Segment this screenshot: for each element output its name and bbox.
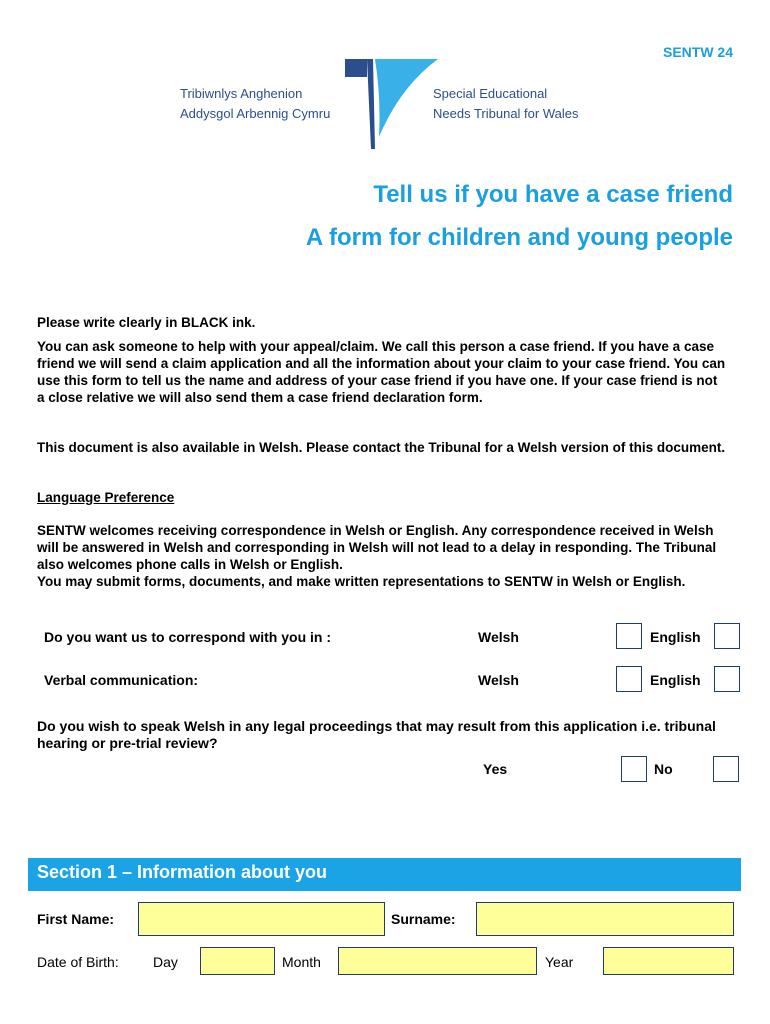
dob-label: Date of Birth: [37, 954, 119, 970]
surname-label: Surname: [391, 911, 456, 927]
legal-no-label: No [654, 761, 673, 777]
section-1-title: Section 1 – Information about you [37, 862, 328, 882]
logo-welsh-line2: Addysgol Arbennig Cymru [180, 106, 331, 121]
form-code: SENTW 24 [662, 44, 733, 60]
surname-field[interactable] [476, 902, 734, 936]
verbal-question: Verbal communication: [44, 672, 199, 688]
dob-day-field[interactable] [200, 947, 275, 975]
correspond-welsh-label: Welsh [478, 629, 519, 645]
welsh-version-note: This document is also available in Welsh. Please contact the Tribunal for a Welsh version of this document. [37, 440, 726, 455]
logo-welsh-line1: Tribiwnlys Anghenion [180, 86, 303, 101]
logo-english-line1: Special Educational [433, 86, 548, 101]
dob-month-field[interactable] [338, 947, 537, 975]
dob-year-label: Year [545, 954, 574, 970]
logo-english-text [433, 84, 578, 124]
intro-paragraph: You can ask someone to help with your appeal/claim. We call this person a case friend. If you have a case friend we will send a claim application and all the information about your claim to your case friend. You can use this form to tell us the name and address of your case friend if you have one. If your case friend is not a close relative we will also send them a case friend declaration form. [37, 339, 726, 405]
verbal-english-checkbox[interactable] [714, 666, 740, 692]
verbal-welsh-label: Welsh [478, 672, 519, 688]
language-preference-heading: Language Preference [37, 490, 175, 505]
form-subtitle: A form for children and young people [305, 224, 733, 251]
correspond-english-label: English [650, 629, 701, 645]
ink-note: Please write clearly in BLACK ink. [37, 315, 256, 330]
verbal-english-label: English [650, 672, 701, 688]
dob-day-label: Day [153, 954, 178, 970]
logo-english-line2: Needs Tribunal for Wales [433, 106, 579, 121]
form-title: Tell us if you have a case friend [373, 181, 733, 208]
section-1-header [28, 858, 741, 891]
dob-month-label: Month [282, 954, 321, 970]
dob-year-field[interactable] [603, 947, 734, 975]
tribunal-logo-icon [345, 57, 440, 149]
correspond-english-checkbox[interactable] [714, 623, 740, 649]
correspond-question: Do you want us to correspond with you in : [44, 629, 331, 645]
first-name-label: First Name: [37, 911, 115, 927]
language-paragraph: SENTW welcomes receiving correspondence in Welsh or English. Any correspondence received in Welsh will be answered in Welsh and corresponding in Welsh will not lead to a delay in responding. The Tribunal also welcomes phone calls in Welsh or English. You may submit forms, documents, and make written representations to SENTW in Welsh or English. [37, 523, 717, 589]
verbal-welsh-checkbox[interactable] [616, 666, 642, 692]
correspond-welsh-checkbox[interactable] [616, 623, 642, 649]
first-name-field[interactable] [138, 902, 385, 936]
logo-welsh-text [180, 84, 330, 124]
legal-no-checkbox[interactable] [713, 756, 739, 782]
legal-yes-label: Yes [483, 761, 508, 777]
legal-yes-checkbox[interactable] [621, 756, 647, 782]
legal-proceedings-question: Do you wish to speak Welsh in any legal proceedings that may result from this application i.e. tribunal hearing or pre-trial review? [37, 718, 716, 751]
